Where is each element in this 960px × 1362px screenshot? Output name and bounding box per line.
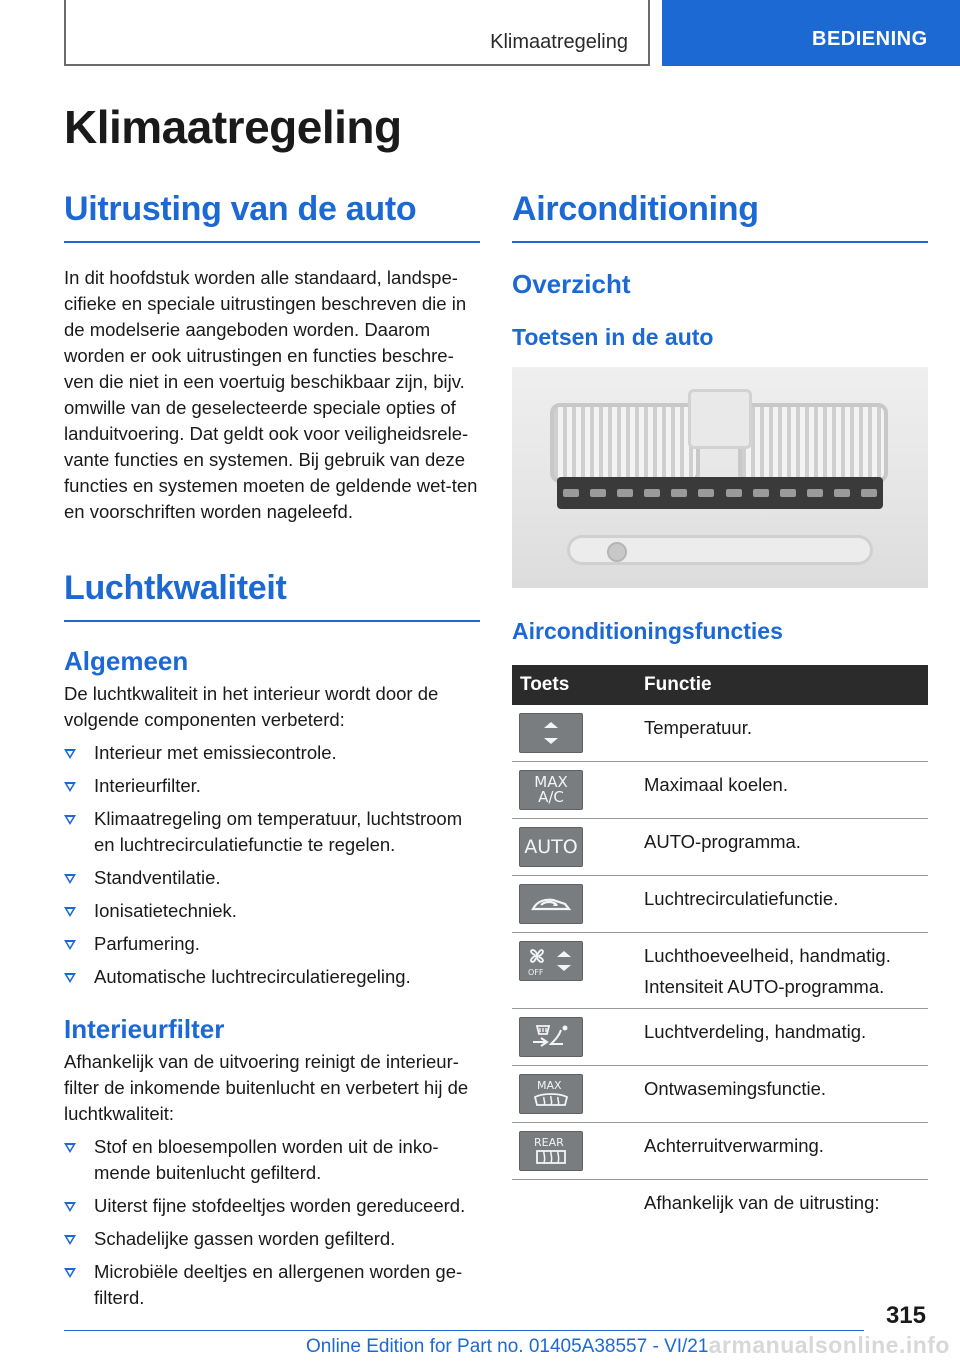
max-ac-icon: MAX A/C	[519, 770, 583, 810]
list-item: Schadelijke gassen worden gefilterd.	[64, 1226, 480, 1252]
heading-interior-filter: Interieurfilter	[64, 1014, 225, 1044]
windscreen-defrost-icon	[519, 1074, 583, 1114]
function-cell: Temperatuur.	[640, 705, 928, 762]
svg-text:MAX: MAX	[537, 1079, 562, 1092]
list-item: Ionisatietechniek.	[64, 898, 480, 924]
table-header-row	[512, 665, 928, 705]
auto-icon: AUTO	[519, 827, 583, 867]
list-item: Stof en bloesempollen worden uit de inko-mende buitenlucht gefilterd.	[64, 1134, 480, 1186]
heading-airconditioning: Airconditioning	[512, 190, 928, 243]
function-cell: AUTO-programma.	[640, 819, 928, 876]
recirculation-icon	[519, 884, 583, 924]
list-item: Microbiële deeltjes en allergenen worden ge-filterd.	[64, 1259, 480, 1311]
volume-knob	[607, 542, 627, 562]
filter-text: Afhankelijk van de uitvoering reinigt de interieur-filter de inkomende buitenlucht en verbetert hij de luchtkwaliteit:	[64, 1051, 469, 1124]
list-item: Automatische luchtrecirculatieregeling.	[64, 964, 480, 990]
page-title: Klimaatregeling	[64, 101, 402, 153]
left-column	[64, 190, 480, 1311]
svg-text:OFF: OFF	[528, 968, 544, 977]
general-text: De luchtkwaliteit in het interieur wordt door de volgende componenten verbeterd:	[64, 683, 439, 730]
bullet-triangle-icon	[64, 973, 76, 983]
bullet-triangle-icon	[64, 1235, 76, 1245]
svg-text:REAR: REAR	[534, 1136, 564, 1149]
table-row	[512, 1066, 928, 1123]
header-section-box	[64, 0, 650, 66]
footer-edition: Online Edition for Part no. 01405A38557 - VI/21	[306, 1336, 709, 1357]
header-section-title: Klimaatregeling	[490, 31, 628, 53]
table-row	[512, 1009, 928, 1066]
table-row	[512, 933, 928, 1009]
function-cell: Ontwasemingsfunctie.	[640, 1066, 928, 1123]
table-row	[512, 1123, 928, 1180]
center-display	[688, 389, 752, 449]
bullet-triangle-icon	[64, 1202, 76, 1212]
list-item: Interieur met emissiecontrole.	[64, 740, 480, 766]
temperature-arrows-icon	[519, 713, 583, 753]
table-row	[512, 819, 928, 876]
table-row	[512, 705, 928, 762]
right-column	[512, 190, 928, 1224]
equipment-text: In dit hoofdstuk worden alle standaard, landspe-cifieke en speciale uitrustingen beschreven die in de modelserie aangeboden worden. Daarom worden er ook uitrustingen en functies beschre-ven die niet in een voertuig beschikbaar zijn, bijv. omwille van de geselecteerde speciale opties of landuitvoering. Dat geldt ook voor veiligheidsrele-vante functies en systemen. Bij gebruik van deze functies en systemen moeten de geldende wet-ten en voorschriften worden nageleefd.	[64, 267, 478, 522]
general-list	[64, 740, 480, 990]
list-item: Klimaatregeling om temperatuur, luchtstroom en luchtrecirculatiefunctie te regelen.	[64, 806, 480, 858]
heading-functions: Airconditioningsfuncties	[512, 618, 783, 644]
watermark: armanualsonline.info	[708, 1332, 950, 1358]
page-number: 315	[885, 1302, 926, 1329]
function-cell: Luchthoeveelheid, handmatig. Intensiteit AUTO-programma.	[640, 933, 928, 1009]
function-cell-note: Afhankelijk van de uitrusting:	[644, 1192, 880, 1213]
fan-icon	[519, 941, 583, 981]
heading-equipment: Uitrusting van de auto	[64, 190, 480, 243]
list-item: Interieurfilter.	[64, 773, 480, 799]
bullet-triangle-icon	[64, 874, 76, 884]
bullet-triangle-icon	[64, 1143, 76, 1153]
bullet-triangle-icon	[64, 815, 76, 825]
heading-air-quality: Luchtkwaliteit	[64, 569, 480, 622]
bullet-triangle-icon	[64, 782, 76, 792]
air-distribution-icon	[519, 1017, 583, 1057]
bullet-triangle-icon	[64, 749, 76, 759]
table-row	[512, 876, 928, 933]
table-row	[512, 1180, 928, 1225]
heading-overview: Overzicht	[512, 269, 631, 299]
list-item: Parfumering.	[64, 931, 480, 957]
function-cell: Luchtrecirculatiefunctie.	[640, 876, 928, 933]
bullet-triangle-icon	[64, 940, 76, 950]
climate-control-panel	[557, 477, 883, 509]
filter-list	[64, 1134, 480, 1311]
column-header-key: Toets	[520, 674, 570, 695]
heading-buttons: Toetsen in de auto	[512, 324, 714, 350]
right-air-vent	[738, 403, 888, 483]
bullet-triangle-icon	[64, 1268, 76, 1278]
functions-table	[512, 665, 928, 1224]
bullet-triangle-icon	[64, 907, 76, 917]
rear-window-heating-icon	[519, 1131, 583, 1171]
dashboard-vents-photo	[512, 367, 928, 588]
function-cell: Maximaal koelen.	[640, 762, 928, 819]
function-cell: Achterruitverwarming.	[640, 1123, 928, 1180]
left-air-vent	[550, 403, 700, 483]
list-item: Uiterst fijne stofdeeltjes worden gereduceerd.	[64, 1193, 480, 1219]
heading-general: Algemeen	[64, 646, 189, 676]
function-cell: Luchtverdeling, handmatig.	[640, 1009, 928, 1066]
list-item: Standventilatie.	[64, 865, 480, 891]
header-chapter-tab[interactable]: BEDIENING	[662, 0, 960, 66]
table-row	[512, 762, 928, 819]
footer-divider	[64, 1330, 864, 1331]
column-header-function: Functie	[644, 674, 712, 695]
